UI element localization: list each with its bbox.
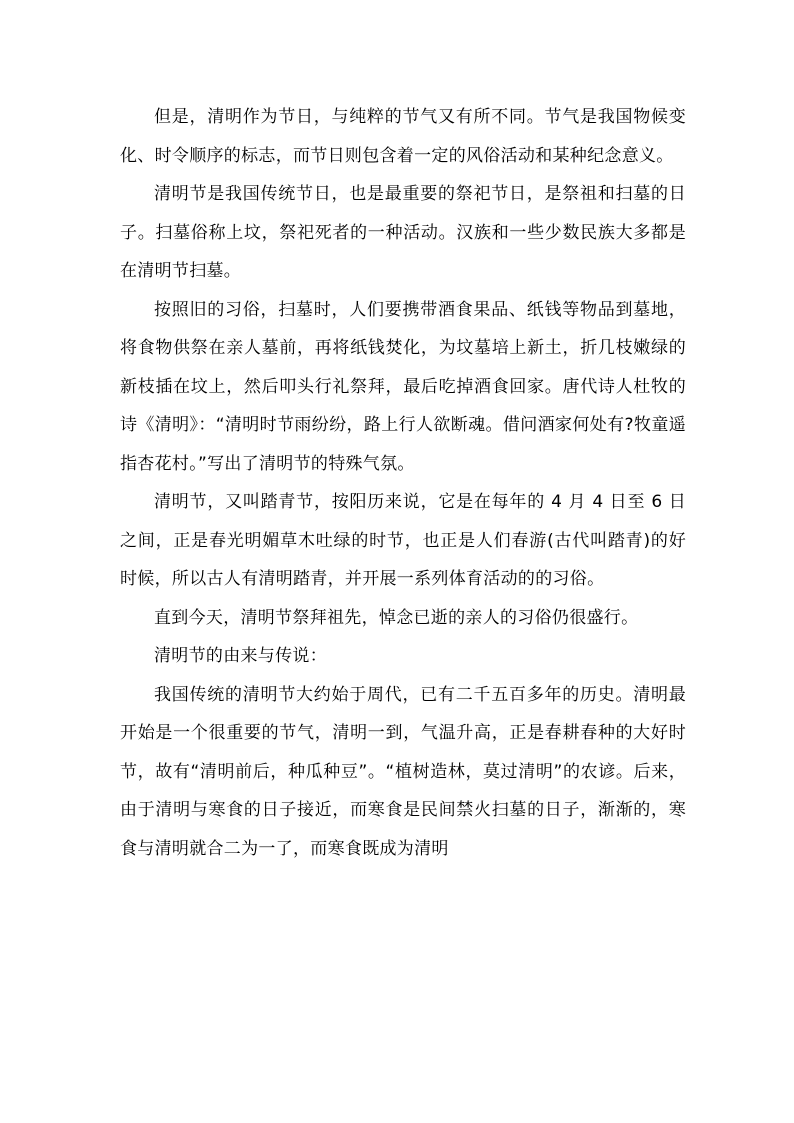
paragraph: 清明节，又叫踏青节，按阳历来说，它是在每年的 4 月 4 日至 6 日之间，正是春光明媚草木吐绿的时节，也正是人们春游(古代叫踏青)的好时候，所以古人有清明踏青，并开展一系列体育活动的的习俗。 xyxy=(120,492,686,589)
paragraph: 直到今天，清明节祭拜祖先，悼念已逝的亲人的习俗仍很盛行。 xyxy=(154,607,639,628)
paragraph: 我国传统的清明节大约始于周代，已有二千五百多年的历史。清明最开始是一个很重要的节气，清明一到，气温升高，正是春耕春种的大好时节，故有“清明前后，种瓜种豆”。“植树造林，莫过清明”的农谚。后来，由于清明与寒食的日子接近，而寒食是民间禁火扫墓的日子，渐渐的，寒食与清明就合二为一了，而寒食既成为清明 xyxy=(120,684,686,859)
paragraph: 清明节是我国传统节日，也是最重要的祭祀节日，是祭祖和扫墓的日子。扫墓俗称上坟，祭祀死者的一种活动。汉族和一些少数民族大多都是在清明节扫墓。 xyxy=(120,184,686,281)
paragraph: 按照旧的习俗，扫墓时，人们要携带酒食果品、纸钱等物品到墓地，将食物供祭在亲人墓前，再将纸钱焚化，为坟墓培上新土，折几枝嫩绿的新枝插在坟上，然后叩头行礼祭拜，最后吃掉酒食回家。唐代诗人杜牧的诗《清明》：“清明时节雨纷纷，路上行人欲断魂。借问酒家何处有?牧童遥指杏花村。”写出了清明节的特殊气氛。 xyxy=(120,299,686,474)
paragraph: 但是，清明作为节日，与纯粹的节气又有所不同。节气是我国物候变化、时令顺序的标志，而节日则包含着一定的风俗活动和某种纪念意义。 xyxy=(120,107,686,166)
document-body xyxy=(120,98,686,868)
paragraph: 清明节的由来与传说： xyxy=(154,646,327,666)
